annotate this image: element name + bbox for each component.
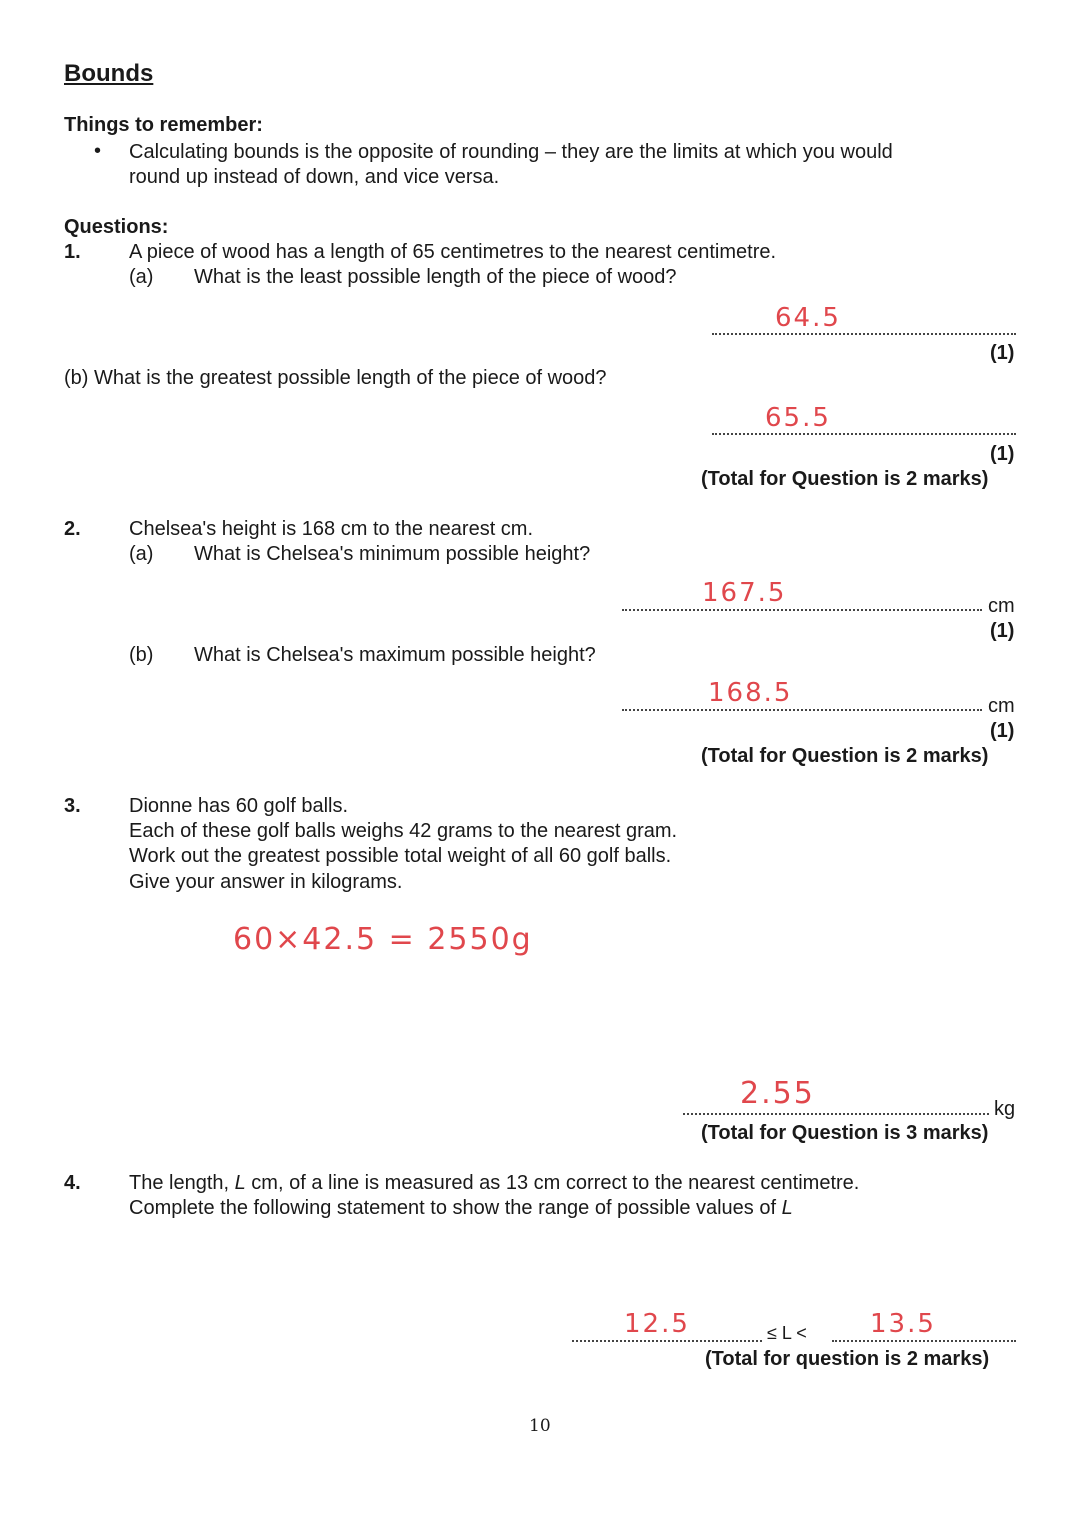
q2a-mark: (1) <box>990 620 1015 642</box>
q2a-unit: cm <box>988 595 1015 617</box>
q1b-mark: (1) <box>990 443 1015 465</box>
q4-line1-post: cm, of a line is measured as 13 cm correct to the nearest centimetre. <box>245 1172 860 1194</box>
q2-total: (Total for Question is 2 marks) <box>701 745 989 767</box>
q3-answer-line <box>683 1113 989 1115</box>
q2a-label: (a) <box>129 543 154 565</box>
q3-unit: kg <box>994 1098 1016 1120</box>
questions-heading: Questions: <box>64 216 169 238</box>
q3-answer: 2.55 <box>740 1076 815 1111</box>
remember-text-line1: Calculating bounds is the opposite of rounding – they are the limits at which you would <box>129 141 893 163</box>
page-number: 10 <box>529 1416 551 1436</box>
q4-lower-answer-line <box>572 1340 762 1342</box>
q2b-answer-line <box>622 709 982 711</box>
q2b-answer: 168.5 <box>708 678 793 708</box>
q4-line1-pre: The length, <box>129 1172 235 1194</box>
q4-line1-var: L <box>234 1172 246 1194</box>
q4-line1 <box>129 1172 859 1195</box>
q3-line4: Give your answer in kilograms. <box>129 871 403 893</box>
bullet-icon: • <box>94 140 102 162</box>
q1a-text: What is the least possible length of the piece of wood? <box>194 266 677 288</box>
q3-number: 3. <box>64 795 81 817</box>
q1b-answer-line <box>712 433 1016 435</box>
q1-total: (Total for Question is 2 marks) <box>701 468 989 490</box>
q2b-label: (b) <box>129 644 154 666</box>
q1a-answer: 64.5 <box>775 303 841 333</box>
q2-text: Chelsea's height is 168 cm to the nearest cm. <box>129 518 534 540</box>
q4-line2-pre: Complete the following statement to show the range of possible values of <box>129 1197 782 1219</box>
q3-total: (Total for Question is 3 marks) <box>701 1122 989 1144</box>
q4-upper-answer-line <box>832 1340 1016 1342</box>
q3-line3: Work out the greatest possible total weight of all 60 golf balls. <box>129 845 672 867</box>
q1-text: A piece of wood has a length of 65 centimetres to the nearest centimetre. <box>129 241 777 263</box>
q2a-text: What is Chelsea's minimum possible height? <box>194 543 591 565</box>
q4-line2 <box>129 1197 793 1220</box>
q1b-answer: 65.5 <box>765 403 831 433</box>
q3-line1: Dionne has 60 golf balls. <box>129 795 349 817</box>
q2a-answer: 167.5 <box>702 578 787 608</box>
q4-lower-answer: 12.5 <box>624 1309 690 1339</box>
q2a-answer-line <box>622 609 982 611</box>
q4-line2-var: L <box>781 1197 793 1219</box>
remember-text-line2: round up instead of down, and vice versa. <box>129 166 500 188</box>
q1a-answer-line <box>712 333 1016 335</box>
remember-heading: Things to remember: <box>64 114 263 136</box>
q3-working: 60×42.5 = 2550g <box>233 922 533 957</box>
q2b-mark: (1) <box>990 720 1015 742</box>
q4-total: (Total for question is 2 marks) <box>705 1348 990 1370</box>
q2b-text: What is Chelsea's maximum possible height? <box>194 644 596 666</box>
q3-line2: Each of these golf balls weighs 42 grams to the nearest gram. <box>129 820 678 842</box>
q4-relation: ≤ L < <box>767 1323 807 1343</box>
q4-number: 4. <box>64 1172 81 1194</box>
q1a-mark: (1) <box>990 342 1015 364</box>
q4-upper-answer: 13.5 <box>870 1309 936 1339</box>
q1b-text: (b) What is the greatest possible length of the piece of wood? <box>64 367 607 389</box>
q1a-label: (a) <box>129 266 154 288</box>
page-title: Bounds <box>64 60 154 87</box>
q2-number: 2. <box>64 518 81 540</box>
q1-number: 1. <box>64 241 81 263</box>
q2b-unit: cm <box>988 695 1015 717</box>
